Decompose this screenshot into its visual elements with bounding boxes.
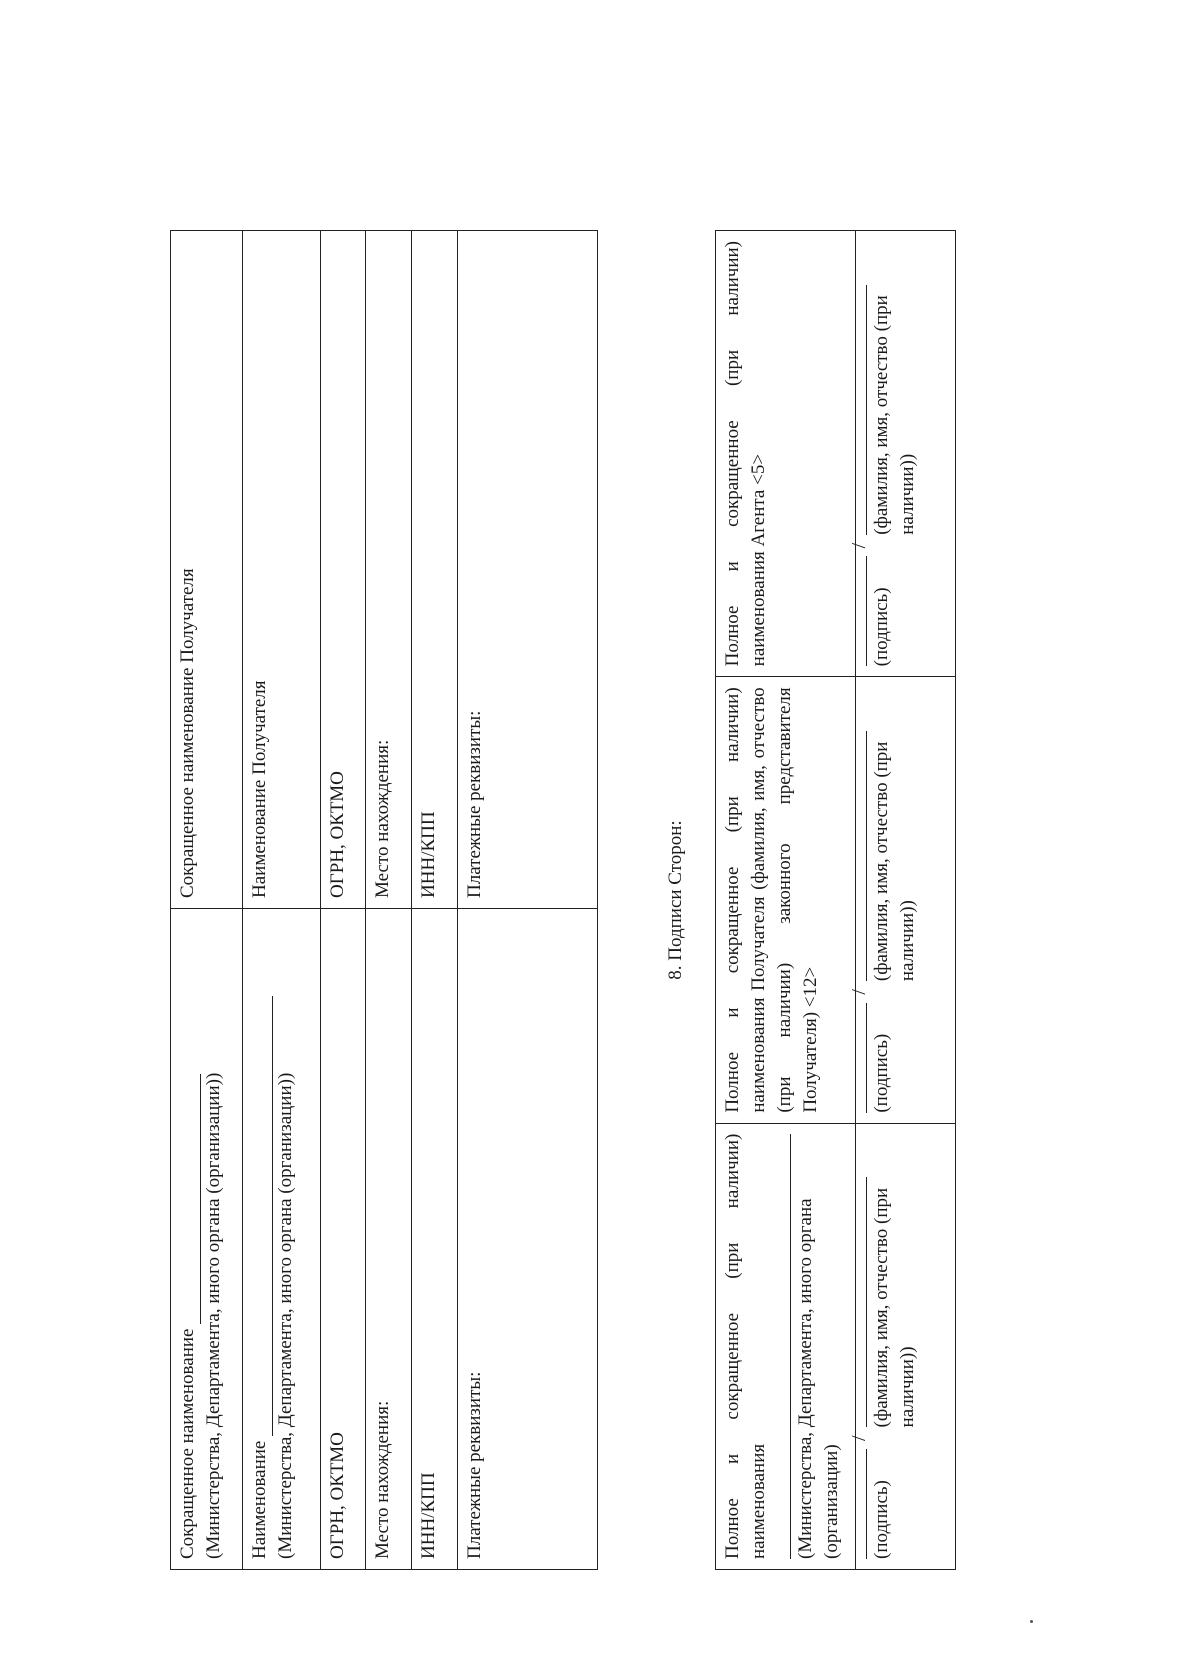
ogrn-right-cell bbox=[321, 231, 366, 909]
signature-line bbox=[848, 241, 921, 667]
ministry-header-line2: (Министерства, Департамента, иного органа (организации) bbox=[790, 1134, 845, 1559]
agent-header-text: Полное и сокращенное (при наличии) наименования Агента <5> bbox=[722, 241, 769, 667]
table-row bbox=[412, 231, 458, 1570]
rotated-document-page bbox=[170, 230, 970, 1570]
slash-separator: / bbox=[848, 542, 870, 549]
short-name-recipient-label: Сокращенное наименование Получателя bbox=[177, 568, 198, 898]
name-recipient-label: Наименование Получателя bbox=[249, 680, 270, 898]
table-row bbox=[243, 231, 321, 1570]
name-field: (фамилия, имя, отчество (при наличии)) bbox=[866, 1177, 921, 1427]
ogrn-left-label: ОГРН, ОКТМО bbox=[327, 1432, 348, 1559]
signature-line bbox=[848, 1134, 921, 1559]
signatures-title: 8. Подписи Сторон: bbox=[665, 820, 686, 980]
name-label: Наименование bbox=[249, 1440, 270, 1559]
table-row bbox=[458, 231, 598, 1570]
payment-left-cell bbox=[458, 909, 598, 1570]
slash-separator: / bbox=[848, 989, 870, 995]
short-name-label: Сокращенное наименование bbox=[177, 1328, 198, 1559]
short-name-recipient-cell bbox=[171, 231, 243, 909]
ministry-signature-cell bbox=[848, 1123, 956, 1569]
ogrn-right-label: ОГРН, ОКТМО bbox=[327, 771, 348, 898]
address-left-cell bbox=[366, 909, 412, 1570]
table-row bbox=[856, 231, 956, 1570]
signature-field: (подпись) bbox=[866, 1003, 895, 1113]
short-name-ministry-cell bbox=[171, 909, 243, 1570]
requisites-table bbox=[170, 230, 598, 1570]
agent-signature-cell bbox=[848, 231, 956, 677]
signature-field: (подпись) bbox=[866, 556, 895, 666]
recipient-signature-cell bbox=[848, 677, 956, 1123]
name-recipient-cell bbox=[243, 231, 321, 909]
payment-left-label: Платежные реквизиты: bbox=[464, 1371, 485, 1559]
address-right-label: Место нахождения: bbox=[372, 739, 393, 898]
name-field: (фамилия, имя, отчество (при наличии)) bbox=[866, 731, 921, 981]
inn-left-label: ИНН/КПП bbox=[418, 1472, 439, 1559]
scan-speck bbox=[1030, 1620, 1033, 1623]
inn-left-cell bbox=[412, 909, 458, 1570]
signature-line bbox=[848, 687, 921, 1113]
signatures-table bbox=[715, 230, 956, 1570]
ministry-header-cell bbox=[716, 1123, 856, 1569]
ogrn-left-cell bbox=[321, 909, 366, 1570]
name-ministry-cell bbox=[243, 909, 321, 1570]
recipient-header-cell bbox=[716, 677, 856, 1123]
payment-right-label: Платежные реквизиты: bbox=[464, 710, 485, 898]
payment-right-cell bbox=[458, 231, 598, 909]
inn-right-cell bbox=[412, 231, 458, 909]
inn-right-label: ИНН/КПП bbox=[418, 811, 439, 898]
name-field: (фамилия, имя, отчество (при наличии)) bbox=[866, 285, 921, 535]
table-row bbox=[321, 231, 366, 1570]
agent-header-cell bbox=[716, 231, 856, 677]
table-row bbox=[716, 231, 856, 1570]
address-right-cell bbox=[366, 231, 412, 909]
short-name-hint: (Министерства, Департамента, иного органа (организации)) bbox=[203, 1072, 224, 1559]
table-row bbox=[171, 231, 243, 1570]
recipient-header-text: Полное и сокращенное (при наличии) наименования Получателя (фамилия, имя, отчество (при наличии) законного представителя Получателя) <12> bbox=[722, 687, 821, 1113]
blank-line bbox=[272, 996, 273, 1436]
ministry-header-line1: Полное и сокращенное (при наличии) наименования bbox=[722, 1133, 769, 1559]
table-row bbox=[366, 231, 412, 1570]
slash-separator: / bbox=[848, 1435, 870, 1441]
address-left-label: Место нахождения: bbox=[372, 1400, 393, 1559]
blank-line bbox=[200, 1074, 201, 1324]
signature-field: (подпись) bbox=[866, 1449, 895, 1559]
name-hint: (Министерства, Департамента, иного органа (организации)) bbox=[275, 1072, 296, 1559]
